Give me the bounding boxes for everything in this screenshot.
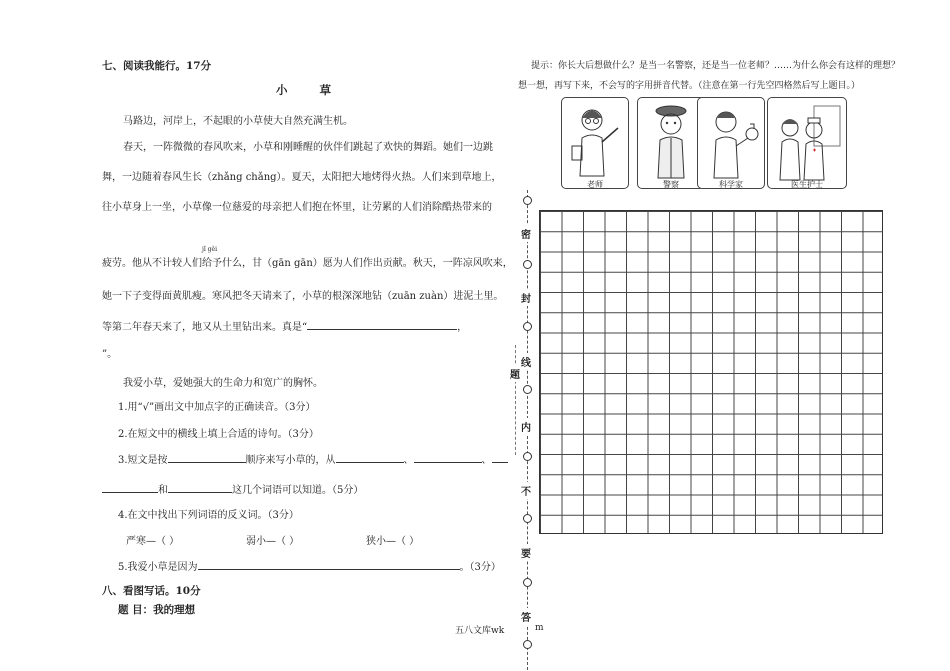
picture-police — [637, 97, 705, 189]
seal-char-2: 封 — [521, 289, 531, 306]
q3-blank-1[interactable] — [336, 452, 404, 463]
seal-side-char: 题 — [510, 365, 520, 382]
q3-blank-2[interactable] — [414, 452, 482, 463]
question-5: 5.我爱小草是因为 。（3分） — [118, 558, 501, 573]
section8-heading: 八、看图写话。10分 — [102, 585, 201, 597]
binding-hole — [523, 385, 532, 394]
binding-line-side — [515, 345, 516, 455]
question-1: 1.用“√”画出文中加点字的正确读音。（3分） — [118, 402, 316, 413]
binding-hole — [523, 260, 532, 269]
police-icon — [638, 98, 704, 188]
hint-line2: 想一想，再写下来，不会写的字用拼音代替。（注意在第一行先空四格然后写上题目。） — [518, 81, 861, 91]
passage-para2-line5: 她一下子变得面黄肌瘦。寒风把冬天请来了，小草的根深深地钻（zuān zuàn）进泥土里。 — [102, 291, 504, 302]
question-3-line2: 和 这几个词语可以知道。（5分） — [102, 481, 363, 496]
footer-watermark-end: m — [535, 623, 544, 633]
passage-para3: 我爱小草，爱她强大的生命力和宽广的胸怀。 — [123, 378, 323, 389]
passage-para2-line7: ”。 — [102, 349, 118, 360]
passage-para2-line3: 往小草身上一坐，小草像一位慈爱的母亲把人们抱在怀里，让劳累的人们消除酷热带来的 — [102, 202, 492, 213]
binding-hole — [523, 514, 532, 523]
antonym-1[interactable]: 严寒—（ ） — [126, 536, 180, 547]
seal-char-6: 要 — [521, 544, 531, 561]
pinyin-ruby: jǐ gěi — [202, 246, 217, 253]
passage-para2-line2: 舞，一边随着春风生长（zhǎng chǎng）。夏天，太阳把大地烤得火热。人们来到草地上， — [102, 172, 502, 183]
seal-char-5: 不 — [521, 482, 531, 499]
writing-grid[interactable] — [539, 210, 883, 534]
seal-char-7: 答 — [521, 608, 531, 625]
teacher-icon — [562, 98, 628, 188]
passage-para1: 马路边，河岸上，不起眼的小草使大自然充满生机。 — [123, 116, 353, 127]
passage-para2-line4: 疲劳。他从不计较人们给予什么，甘（gān gān）愿为人们作出贡献。秋天，一阵凉风吹来， — [102, 258, 513, 269]
seal-char-1: 密 — [521, 225, 531, 242]
footer-watermark: 五八文库wk — [455, 626, 505, 636]
picture-caption: 老师 — [587, 180, 603, 189]
picture-caption: 医生护士 — [791, 180, 823, 189]
passage-para2-line1: 春天，一阵微微的春风吹来，小草和刚睡醒的伙伴们跳起了欢快的舞蹈。她们一边跳 — [123, 142, 493, 153]
binding-hole — [523, 452, 532, 461]
seal-char-3: 线 — [521, 353, 531, 370]
antonym-2[interactable]: 弱小—（ ） — [246, 536, 300, 547]
picture-doctor — [767, 97, 847, 189]
antonym-3[interactable]: 狭小—（ ） — [366, 536, 420, 547]
picture-caption: 警察 — [663, 180, 679, 189]
q3-blank-order[interactable] — [168, 452, 246, 463]
poem-blank[interactable] — [307, 319, 457, 330]
passage-title: 小 草 — [276, 83, 346, 97]
binding-hole — [523, 640, 532, 649]
question-2: 2.在短文中的横线上填上合适的诗句。（3分） — [118, 429, 319, 440]
section7-heading: 七、阅读我能行。17分 — [102, 60, 212, 72]
hint-line1: 提示：你长大后想做什么？是当一名警察，还是当一位老师？……为什么你会有这样的理想？ — [531, 61, 901, 71]
writing-topic: 题 目：我的理想 — [118, 604, 196, 616]
question-4: 4.在文中找出下列词语的反义词。（3分） — [118, 510, 299, 521]
binding-hole — [523, 196, 532, 205]
q5-blank[interactable] — [198, 559, 460, 570]
picture-scientist — [697, 97, 765, 189]
passage-para2-line6: 等第二年春天来了，地又从土里钻出来。真是“ ， — [102, 318, 467, 333]
picture-teacher — [561, 97, 629, 189]
binding-hole — [523, 578, 532, 587]
q3-blank-5[interactable] — [168, 482, 232, 493]
question-3-line1: 3.短文是按 顺序来写小草的，从 、 、 — [118, 451, 508, 466]
seal-char-4: 内 — [521, 418, 531, 435]
picture-caption: 科学家 — [719, 180, 743, 189]
binding-hole — [523, 322, 532, 331]
doctor-icon — [768, 98, 846, 188]
q3-blank-3[interactable] — [492, 452, 508, 463]
q3-blank-4[interactable] — [102, 482, 158, 493]
scientist-icon — [698, 98, 764, 188]
